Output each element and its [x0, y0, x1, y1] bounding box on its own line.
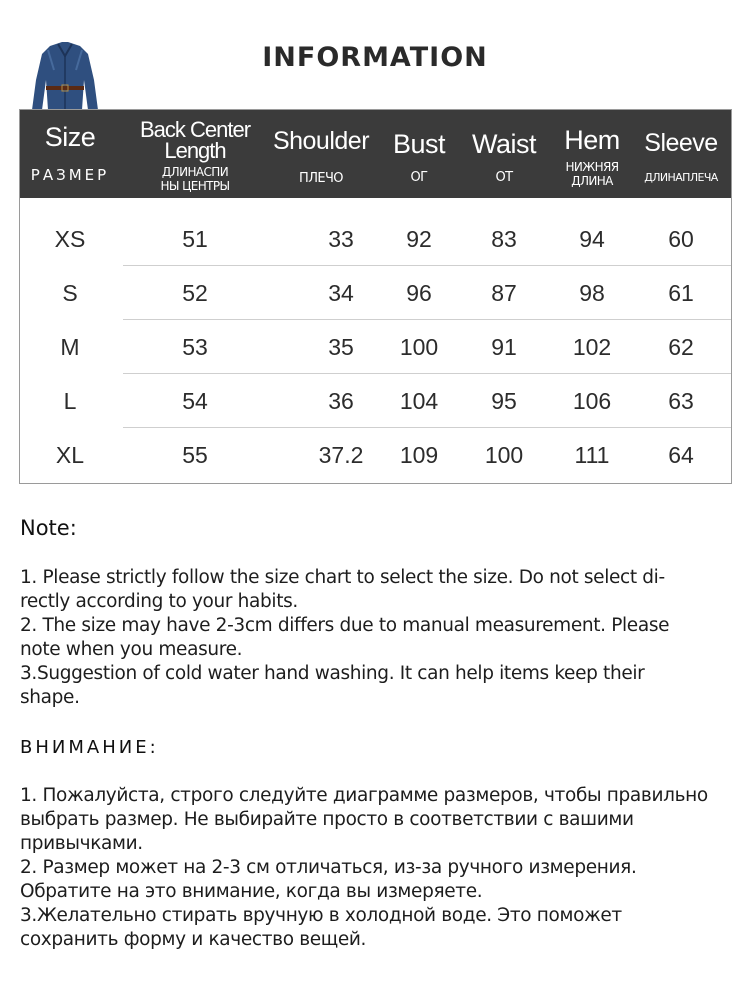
note-item: 2. The size may have 2-3cm differs due to manual measurement. Please note when you measure.	[20, 615, 670, 660]
header-label: Bust	[392, 129, 446, 159]
note-item: 3.Suggestion of cold water hand washing. It can help items keep their shape.	[20, 663, 645, 708]
note-ru-item: 3.Желательно стирать вручную в холодной воде. Это поможет сохранить форму и качество вещей.	[20, 905, 622, 950]
cell-bust: 96	[406, 280, 432, 306]
cell-size: M	[60, 334, 80, 360]
header-shoulder	[266, 110, 376, 198]
size-chart-table	[19, 109, 732, 484]
table-row	[20, 266, 731, 320]
cell-back-length: 51	[182, 226, 208, 252]
header-label: Back Center Length	[139, 117, 251, 163]
header-hem	[550, 110, 634, 198]
cell-hem: 102	[572, 334, 612, 360]
cell-shoulder: 35	[328, 334, 354, 360]
note-ru-item: 1. Пожалуйста, строго следуйте диаграмме размеров, чтобы правильно выбрать размер. Не выбирайте просто в соответствии с вашими привычками.	[20, 785, 708, 854]
cell-size: XL	[55, 442, 85, 468]
cell-hem: 111	[574, 442, 610, 468]
cell-size: XS	[54, 226, 86, 252]
header-size	[20, 110, 120, 198]
note-title: Note:	[20, 516, 77, 540]
table-header	[20, 110, 731, 198]
table-row	[20, 428, 731, 482]
header-sublabel: ОТ	[495, 170, 513, 185]
table-row	[20, 320, 731, 374]
cell-back-length: 55	[182, 442, 208, 468]
header-label: Hem	[564, 125, 620, 155]
cell-shoulder: 37.2	[318, 442, 364, 468]
cell-waist: 83	[491, 226, 517, 252]
header-label: Waist	[472, 129, 536, 159]
cell-back-length: 53	[182, 334, 208, 360]
cell-bust: 92	[406, 226, 432, 252]
cell-size: S	[62, 280, 78, 306]
cell-hem: 94	[579, 226, 605, 252]
cell-sleeve: 64	[668, 442, 694, 468]
header-sublabel: ПЛЕЧО	[299, 171, 343, 186]
header-sleeve	[636, 110, 726, 198]
header-sublabel: ДЛИНАСПИ НЫ ЦЕНТРЫ	[160, 165, 230, 193]
page-title: INFORMATION	[262, 42, 488, 73]
note-ru-item: 2. Размер может на 2-3 см отличаться, из-за ручного измерения. Обратите на это внимание, когда вы измеряете.	[20, 857, 637, 902]
cell-sleeve: 63	[668, 388, 694, 414]
cell-waist: 100	[484, 442, 524, 468]
cell-waist: 87	[491, 280, 517, 306]
header-back-length	[124, 110, 266, 198]
cell-waist: 91	[491, 334, 517, 360]
header-label: Sleeve	[644, 129, 718, 157]
cell-sleeve: 62	[668, 334, 694, 360]
table-row	[20, 212, 731, 266]
header-sublabel: ОГ	[410, 170, 428, 185]
note-item: 1. Please strictly follow the size chart to select the size. Do not select di- rectly according to your habits.	[20, 567, 665, 612]
cell-size: L	[63, 388, 77, 414]
table-row	[20, 374, 731, 428]
cell-sleeve: 61	[668, 280, 694, 306]
cell-hem: 106	[572, 388, 612, 414]
header-sublabel: НИЖНЯЯ ДЛИНА	[565, 160, 619, 188]
header-waist	[462, 110, 546, 198]
note-ru-title: ВНИМАНИЕ:	[20, 737, 159, 758]
cell-waist: 95	[491, 388, 517, 414]
cell-bust: 109	[399, 442, 439, 468]
header-sublabel: ДЛИНАПЛЕЧА	[644, 171, 718, 184]
cell-hem: 98	[579, 280, 605, 306]
cell-shoulder: 33	[328, 226, 354, 252]
header-label: Size	[44, 122, 96, 152]
cell-sleeve: 60	[668, 226, 694, 252]
header-bust	[380, 110, 458, 198]
header-sublabel: РАЗМЕР	[30, 166, 110, 184]
cell-shoulder: 36	[328, 388, 354, 414]
cell-shoulder: 34	[328, 280, 354, 306]
cell-bust: 100	[399, 334, 439, 360]
cell-bust: 104	[399, 388, 439, 414]
cell-back-length: 52	[182, 280, 208, 306]
header-label: Shoulder	[272, 127, 370, 155]
cell-back-length: 54	[182, 388, 208, 414]
